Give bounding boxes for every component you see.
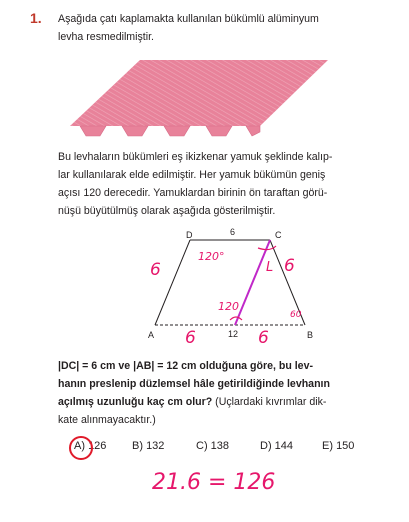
question-description (58, 148, 388, 220)
ask-line-3: açılmış uzunluğu kaç cm olur? (Uçlardaki kıvrımlar dik- (58, 396, 327, 408)
sheet-texture (70, 60, 328, 126)
ask-line-2: hanın preslenip düzlemsel hâle getirildiğinde levhanın (58, 378, 330, 390)
trapezoid-figure (120, 222, 330, 347)
handwritten-L: L (266, 260, 274, 275)
handwritten-angle-bottom: 120 (218, 300, 239, 313)
answer-circle-mark (69, 436, 93, 460)
desc-line-2: lar kullanılarak elde edilmiştir. Her yamuk bükümün geniş (58, 169, 326, 181)
diagonal-highlight (235, 240, 270, 325)
handwritten-left-side: 6 (150, 260, 161, 280)
side-AD (155, 240, 190, 325)
ask-line-4: kate alınmayacaktır.) (58, 414, 156, 426)
desc-line-1: Bu levhaların bükümleri eş ikizkenar yamuk şeklinde kalıp- (58, 151, 333, 163)
angle-arc-bottom (230, 317, 242, 320)
intro-line-1: Aşağıda çatı kaplamakta kullanılan bükümlü alüminyum (58, 13, 319, 25)
desc-line-3: açısı 120 derecedir. Yamuklardan birinin ön taraftan görü- (58, 187, 328, 199)
handwritten-bottom-left-6: 6 (185, 328, 196, 348)
handwritten-bottom-right-6: 6 (258, 328, 269, 348)
bottom-length-label: 12 (228, 329, 239, 339)
top-length-label: 6 (230, 227, 236, 237)
choice-b[interactable]: B) 132 (132, 440, 165, 452)
choice-a[interactable]: A) 126 (74, 440, 107, 452)
vertex-A-label: A (148, 330, 155, 340)
desc-line-4: nüşü büyütülmüş olarak aşağıda gösterilmiştir. (58, 205, 276, 217)
handwritten-right-side: 6 (284, 256, 295, 276)
handwritten-result: 21.6 = 126 (152, 470, 276, 495)
vertex-B-label: B (307, 330, 314, 340)
handwritten-angle-top: 120° (198, 250, 225, 263)
corrugated-sheet-illustration (70, 60, 330, 140)
intro-line-2: levha resmedilmiştir. (58, 31, 154, 43)
sheet-ribs (80, 126, 260, 136)
handwritten-60: 60 (290, 310, 302, 320)
choice-c[interactable]: C) 138 (196, 440, 230, 452)
vertex-D-label: D (186, 230, 193, 240)
question-number: 1. (30, 10, 42, 26)
question-ask (58, 357, 388, 429)
question-intro (58, 10, 378, 46)
choice-e[interactable]: E) 150 (322, 440, 355, 452)
vertex-C-label: C (275, 230, 282, 240)
ask-line-1: |DC| = 6 cm ve |AB| = 12 cm olduğuna göre, bu lev- (58, 360, 313, 372)
choice-d[interactable]: D) 144 (260, 440, 294, 452)
